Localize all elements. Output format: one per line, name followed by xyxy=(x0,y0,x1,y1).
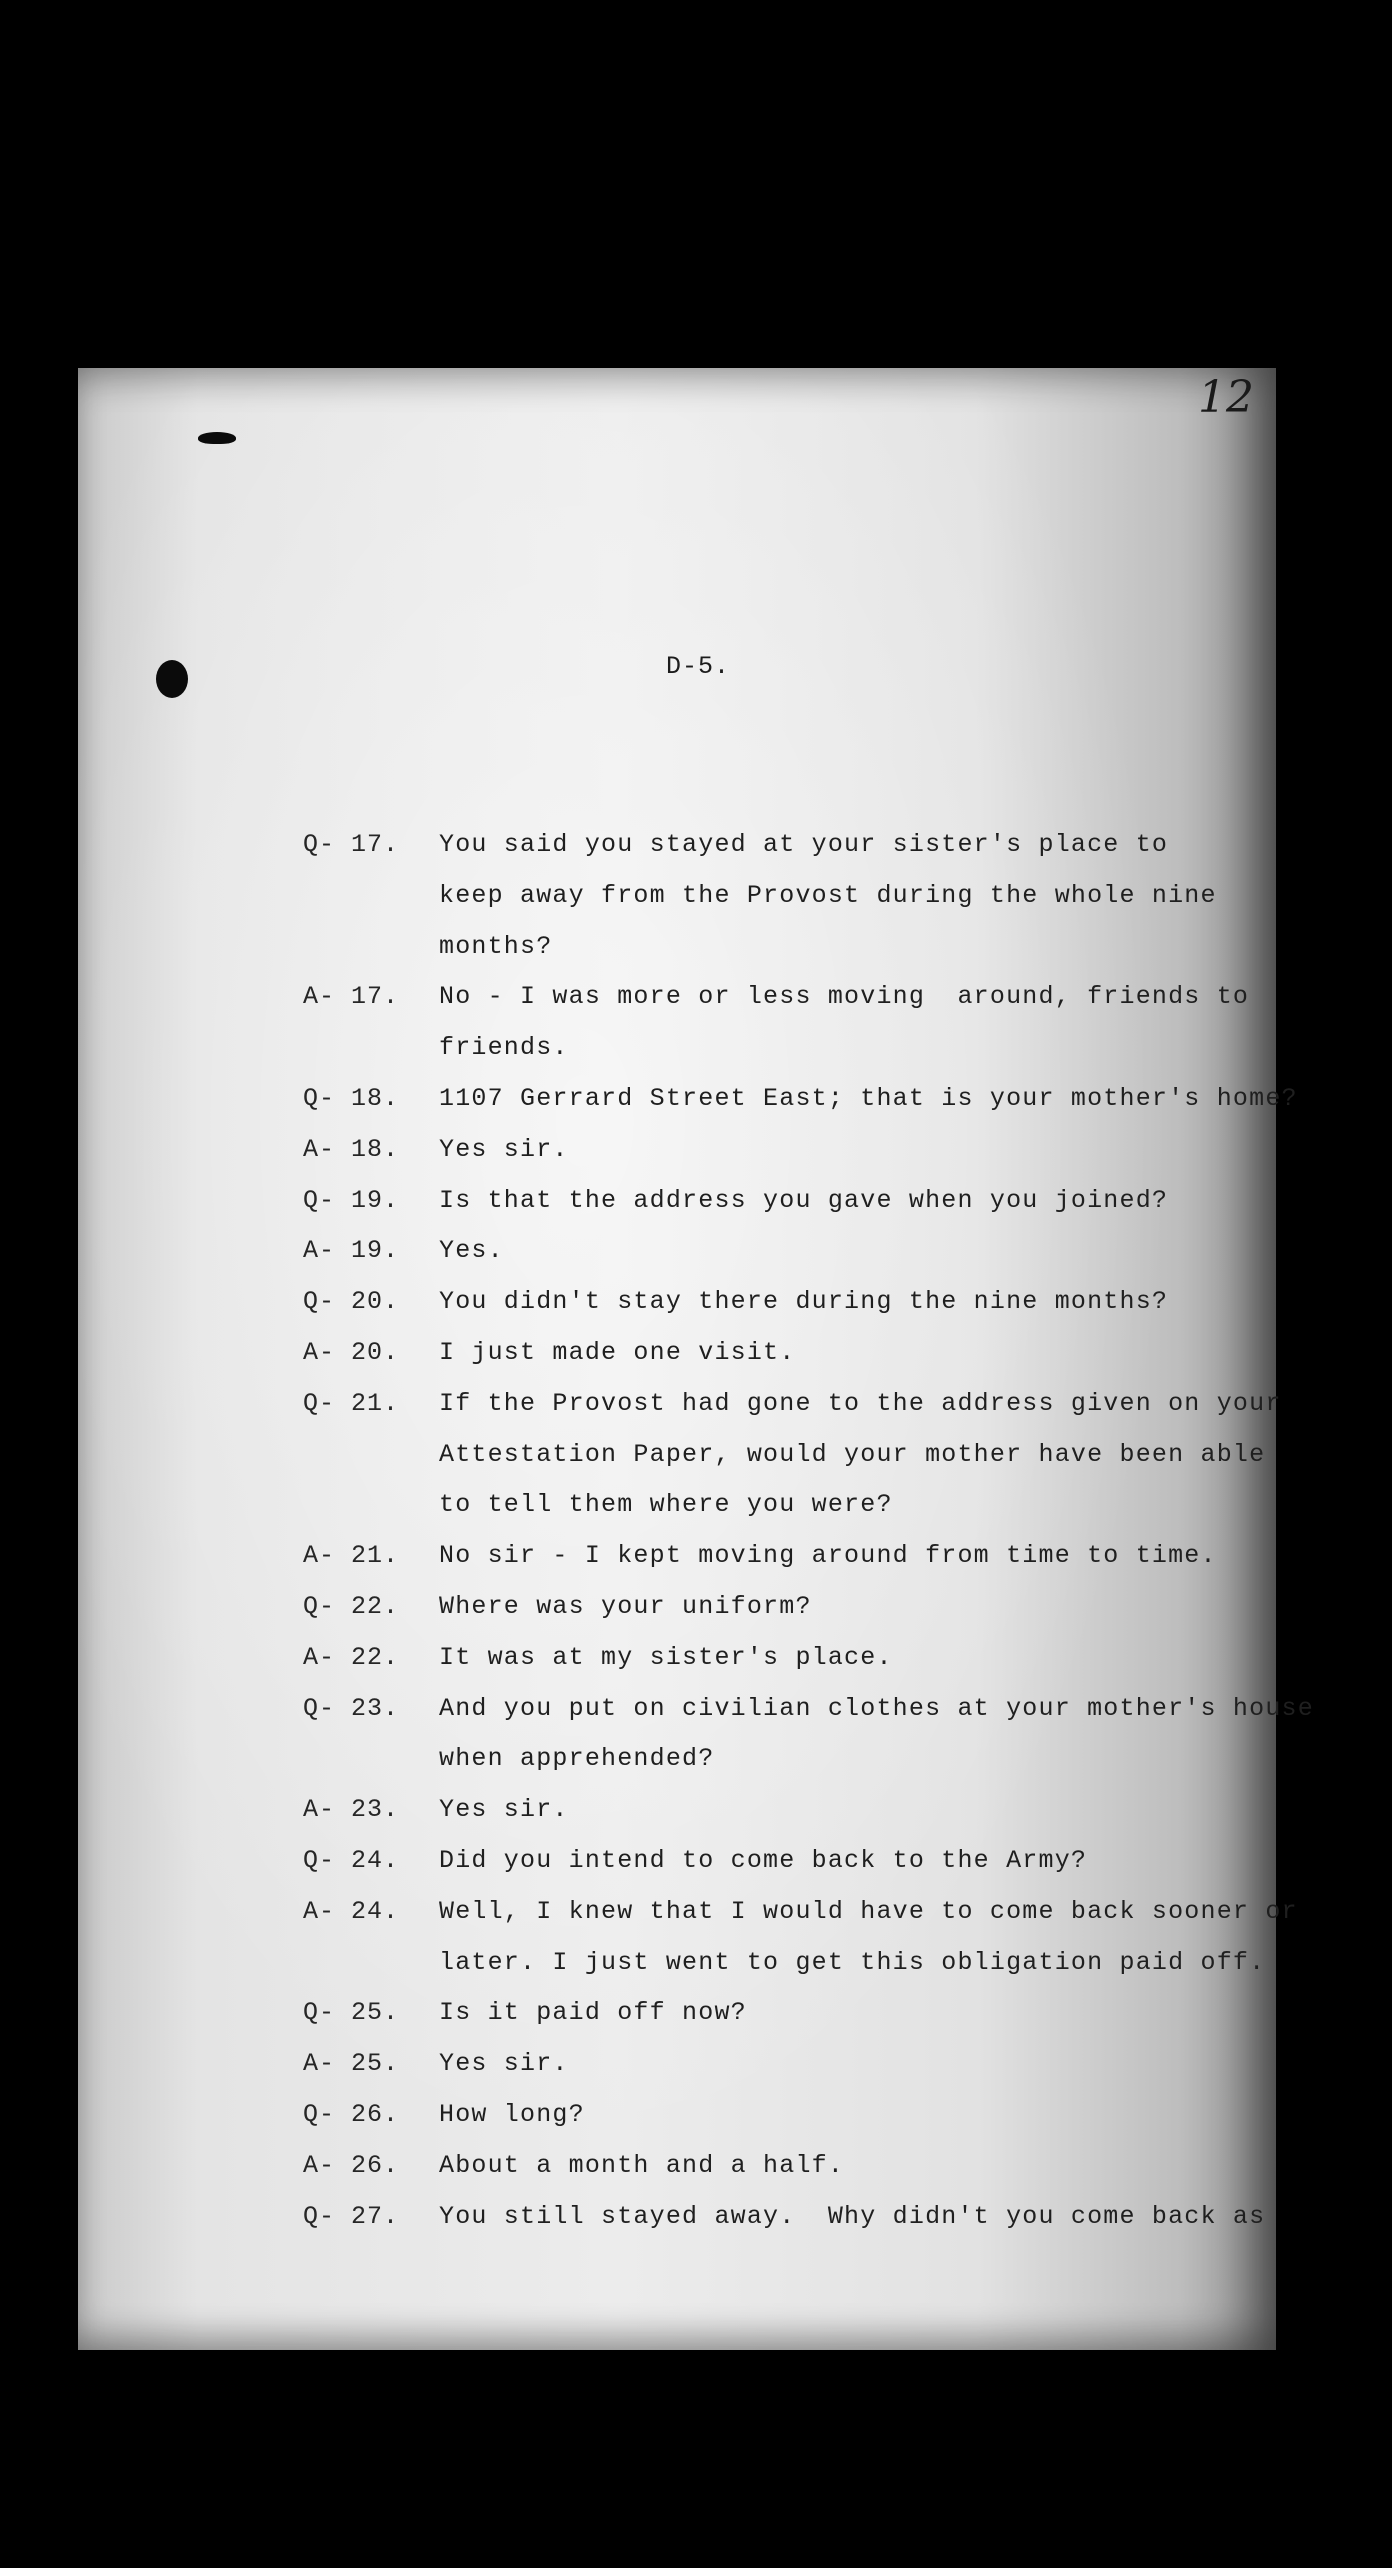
entry-text-line: You still stayed away. Why didn't you come back as xyxy=(439,2201,1266,2231)
entry-text-line: Yes sir. xyxy=(439,1134,569,1164)
entry-text-line: If the Provost had gone to the address given on your xyxy=(439,1388,1282,1418)
entry-tag: A- 25. xyxy=(303,2049,400,2079)
entry-tag: Q- 24. xyxy=(303,1846,400,1875)
entry-text-line: later. I just went to get this obligation paid off. xyxy=(439,1947,1266,1977)
entry-text-line: Is that the address you gave when you joined? xyxy=(439,1185,1169,1215)
entry-tag: A- 20. xyxy=(303,1338,400,1367)
handwritten-page-mark: 12 xyxy=(1198,372,1254,423)
entry-text-line: Yes. xyxy=(439,1236,504,1266)
entry-text-line: months? xyxy=(439,931,553,961)
entry-tag: A- 17. xyxy=(303,982,400,1012)
entry-text-line: Where was your uniform? xyxy=(439,1592,812,1621)
entry-text-line: About a month and a half. xyxy=(439,2150,845,2180)
entry-text-line: when apprehended? xyxy=(439,1744,715,1774)
entry-text-line: No - I was more or less moving around, friends to xyxy=(439,982,1250,1012)
entry-tag: Q- 20. xyxy=(303,1287,400,1317)
entry-tag: Q- 19. xyxy=(303,1185,400,1215)
entry-tag: Q- 25. xyxy=(303,1998,400,2028)
entry-text-line: 1107 Gerrard Street East; that is your mother's home? xyxy=(439,1084,1298,1113)
document-page xyxy=(78,368,1314,2350)
entry-tag: A- 22. xyxy=(303,1642,400,1672)
entry-tag: A- 23. xyxy=(303,1795,400,1825)
entry-text-line: No sir - I kept moving around from time to time. xyxy=(439,1541,1217,1571)
entry-text-line: Well, I knew that I would have to come back sooner or xyxy=(439,1896,1298,1926)
entry-text-line: And you put on civilian clothes at your mother's house xyxy=(439,1693,1314,1723)
entry-tag: A- 21. xyxy=(303,1541,400,1571)
entry-tag: Q- 21. xyxy=(303,1388,400,1418)
entry-tag: Q- 18. xyxy=(303,1084,400,1113)
entry-tag: A- 19. xyxy=(303,1236,400,1266)
entry-text-line: It was at my sister's place. xyxy=(439,1642,893,1672)
entry-text-line: Yes sir. xyxy=(439,2049,569,2079)
entry-tag: Q- 23. xyxy=(303,1693,400,1723)
entry-text-line: Yes sir. xyxy=(439,1795,569,1825)
entry-text-line: Attestation Paper, would your mother have been able xyxy=(439,1439,1266,1469)
entry-text-line: I just made one visit. xyxy=(439,1338,796,1367)
page-number: D-5. xyxy=(666,652,731,681)
entry-tag: Q- 17. xyxy=(303,830,400,859)
entry-text-line: friends. xyxy=(439,1033,569,1063)
entry-tag: A- 24. xyxy=(303,1896,400,1926)
entry-tag: A- 18. xyxy=(303,1134,400,1164)
entry-tag: Q- 26. xyxy=(303,2100,400,2129)
punch-hole-middle xyxy=(156,660,188,698)
entry-tag: A- 26. xyxy=(303,2150,400,2180)
entry-text-line: to tell them where you were? xyxy=(439,1490,893,1520)
entry-text-line: Did you intend to come back to the Army? xyxy=(439,1846,1088,1875)
entry-text-line: You didn't stay there during the nine months? xyxy=(439,1287,1169,1317)
entry-text-line: Is it paid off now? xyxy=(439,1998,747,2028)
punch-hole-top xyxy=(198,432,236,444)
entry-text-line: keep away from the Provost during the whole nine xyxy=(439,880,1217,910)
entry-text-line: How long? xyxy=(439,2100,585,2129)
entry-tag: Q- 27. xyxy=(303,2201,400,2231)
entry-tag: Q- 22. xyxy=(303,1592,400,1621)
entry-text-line: You said you stayed at your sister's place to xyxy=(439,830,1169,859)
